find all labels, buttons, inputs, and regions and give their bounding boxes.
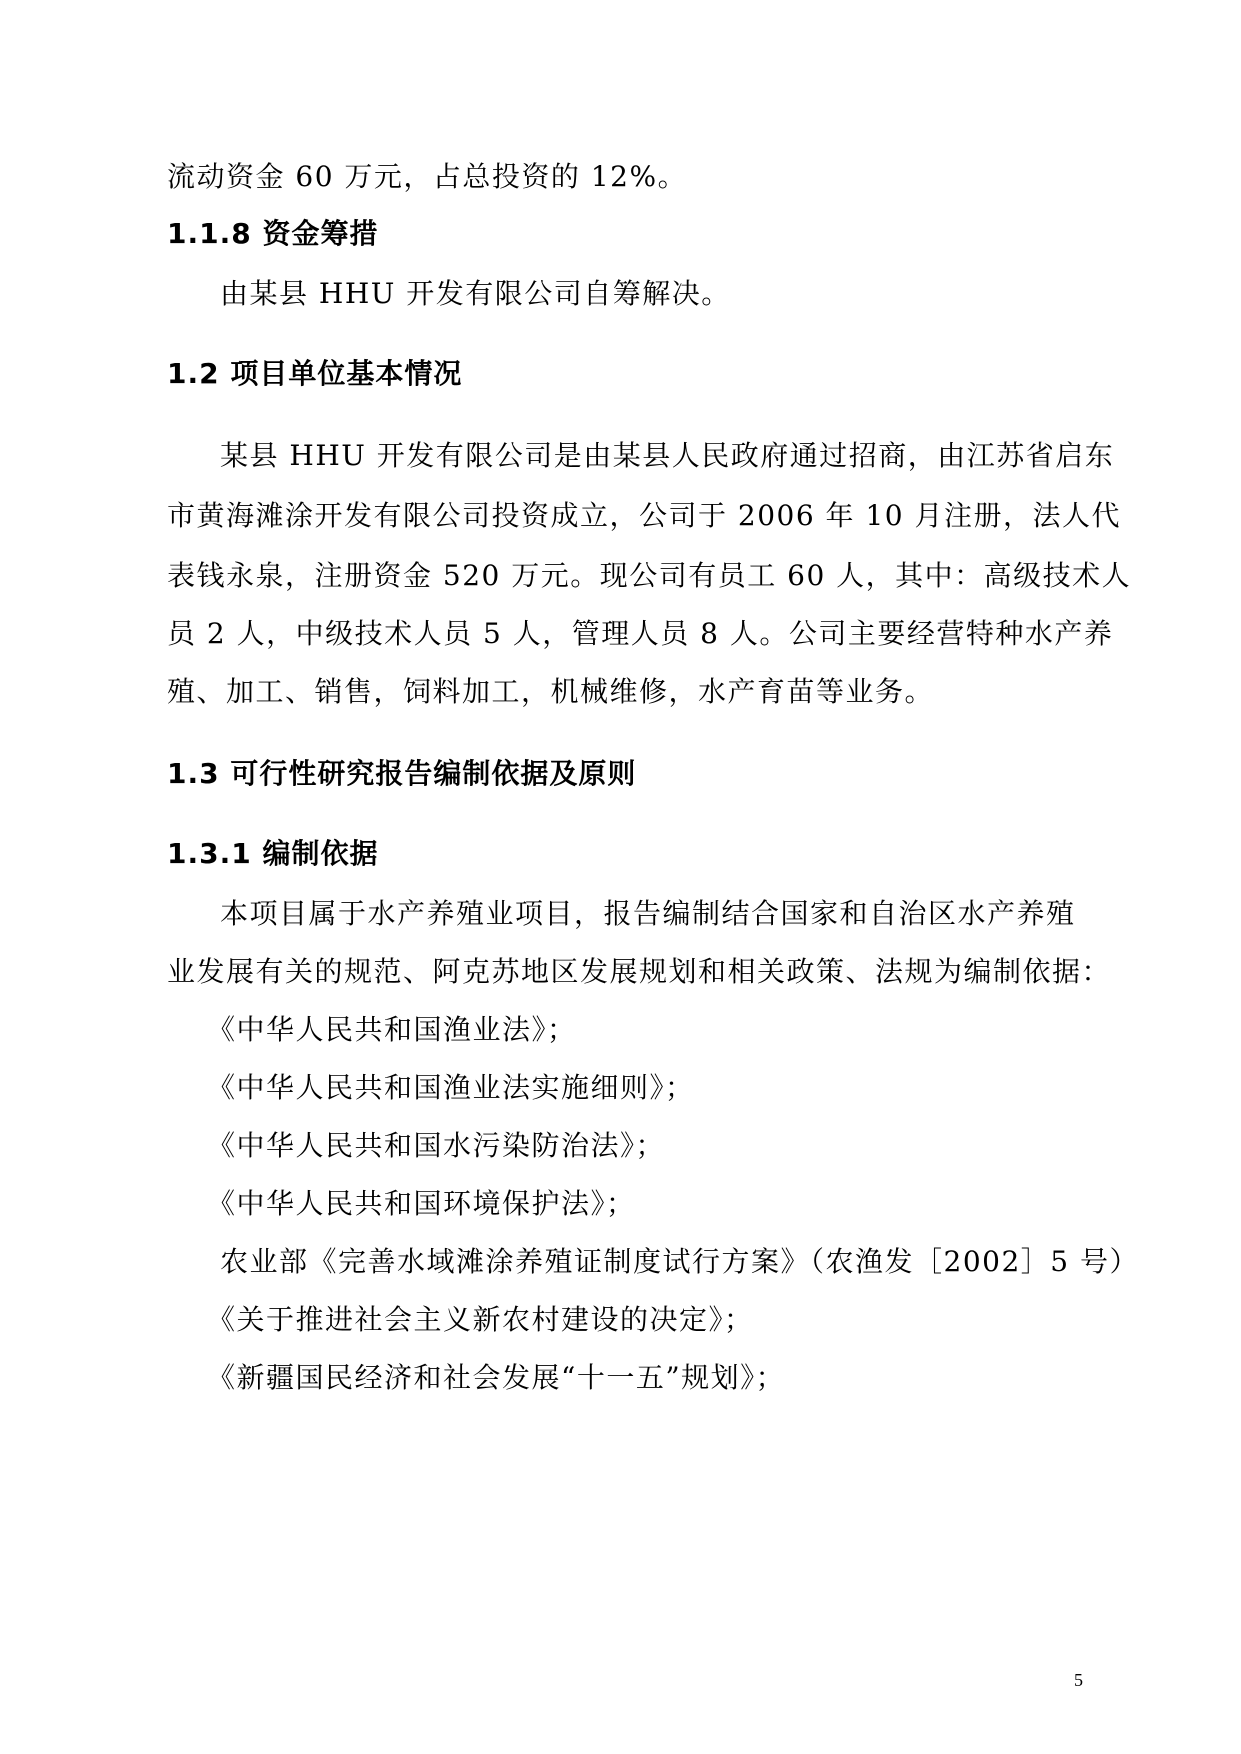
reference-item: 《关于推进社会主义新农村建设的决定》； <box>207 1303 754 1336</box>
page-number: 5 <box>1074 1670 1083 1690</box>
text-line: 由某县 HHU 开发有限公司自筹解决。 <box>220 277 731 310</box>
section-heading-1-1-8: 1.1.8 资金筹措 <box>167 217 379 250</box>
section-heading-1-3-1: 1.3.1 编制依据 <box>167 837 379 870</box>
paragraph-line: 殖、加工、销售，饲料加工，机械维修，水产育苗等业务。 <box>167 675 935 708</box>
text-line: 流动资金 60 万元，占总投资的 12%。 <box>167 160 688 193</box>
paragraph-line: 某县 HHU 开发有限公司是由某县人民政府通过招商，由江苏省启东 <box>220 439 1115 472</box>
reference-item: 《中华人民共和国渔业法》； <box>207 1013 577 1046</box>
paragraph-line: 业发展有关的规范、阿克苏地区发展规划和相关政策、法规为编制依据： <box>167 955 1112 988</box>
paragraph-line: 市黄海滩涂开发有限公司投资成立，公司于 2006 年 10 月注册，法人代 <box>167 499 1121 532</box>
paragraph-line: 表钱永泉，注册资金 520 万元。现公司有员工 60 人，其中：高级技术人 <box>167 559 1132 592</box>
section-heading-1-3: 1.3 可行性研究报告编制依据及原则 <box>167 757 637 790</box>
reference-item: 《中华人民共和国水污染防治法》； <box>207 1129 666 1162</box>
reference-item: 农业部《完善水域滩涂养殖证制度试行方案》（农渔发［2002］5 号） <box>220 1245 1139 1278</box>
paragraph-line: 本项目属于水产养殖业项目，报告编制结合国家和自治区水产养殖 <box>220 897 1076 930</box>
section-heading-1-2: 1.2 项目单位基本情况 <box>167 357 463 390</box>
reference-item: 《中华人民共和国渔业法实施细则》； <box>207 1071 695 1104</box>
reference-item: 《新疆国民经济和社会发展“十一五”规划》； <box>207 1361 786 1394</box>
paragraph-line: 员 2 人，中级技术人员 5 人，管理人员 8 人。公司主要经营特种水产养 <box>167 617 1114 650</box>
reference-item: 《中华人民共和国环境保护法》； <box>207 1187 636 1220</box>
